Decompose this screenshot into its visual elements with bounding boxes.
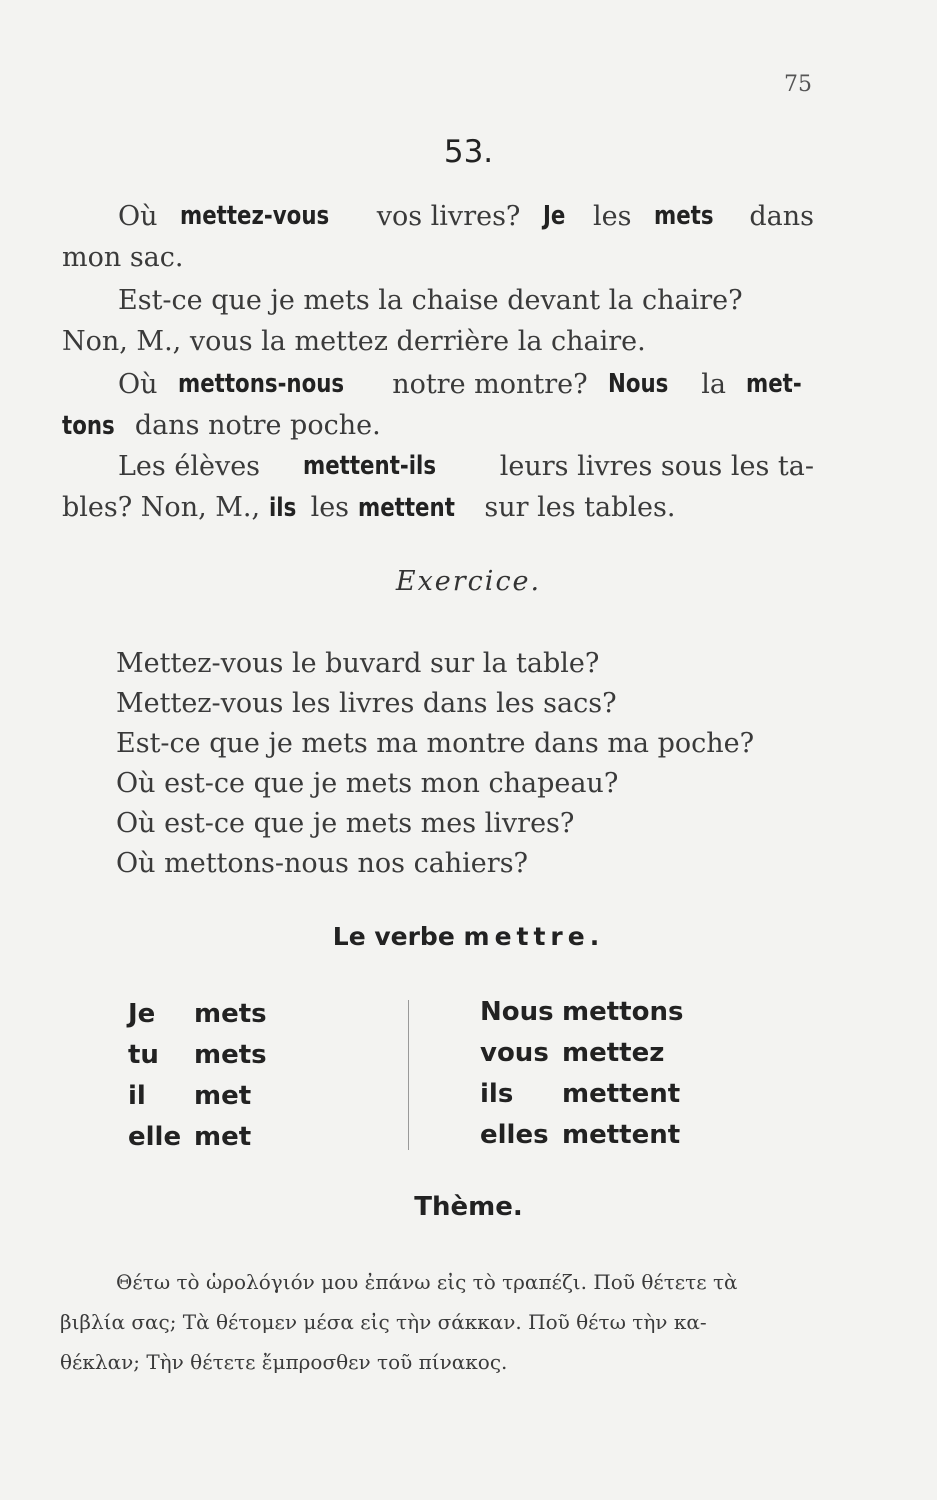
pronoun: tu: [128, 1040, 159, 1070]
verb-form: mets: [194, 1040, 267, 1070]
bold-verb: mettent: [357, 493, 455, 523]
paragraph-3: [62, 364, 814, 447]
page-number: 75: [784, 72, 812, 97]
verb-form: mettez: [562, 1038, 665, 1068]
conjugation-row: [480, 1074, 683, 1115]
theme-title: Thème.: [414, 1192, 523, 1222]
paragraph-3-line-1: [62, 364, 814, 405]
pronoun: elles: [480, 1120, 549, 1150]
verb-title-prefix: Le verbe: [332, 922, 455, 951]
text: bles? Non, M.,: [62, 492, 261, 523]
exercise-question: Où est-ce que je mets mon chapeau?: [116, 768, 619, 799]
verb-form: mettons: [562, 997, 684, 1027]
bold-verb: tons: [62, 411, 115, 441]
theme-line-3: θέκλαν; Τὴν θέτετε ἔμπροσθεν τοῦ πίνακος.: [60, 1350, 508, 1374]
paragraph-4-line-1: [62, 446, 814, 487]
verb-title: [0, 922, 937, 951]
paragraph-2-line-1: Est-ce que je mets la chaise devant la chaire?: [118, 285, 743, 316]
theme-line-2: [60, 1302, 820, 1342]
conjugation-plural: [480, 992, 683, 1156]
conjugation-row: [128, 994, 267, 1035]
text: dans notre poche.: [134, 410, 381, 441]
pronoun: il: [128, 1081, 146, 1111]
exercise-title: Exercice.: [395, 566, 542, 597]
paragraph-3-line-2: [62, 405, 814, 447]
paragraph-2-line-2: Non, M., vous la mettez derrière la chaire.: [62, 326, 646, 357]
pronoun: elle: [128, 1122, 182, 1152]
exercise-question: Mettez-vous les livres dans les sacs?: [116, 688, 617, 719]
text: les: [310, 492, 350, 523]
bold-pronoun: Je: [543, 201, 566, 231]
theme-text: [60, 1262, 820, 1382]
conjugation-row: [480, 992, 683, 1033]
conjugation-singular: [128, 994, 267, 1158]
verb-form: met: [194, 1081, 252, 1111]
pronoun: ils: [480, 1079, 514, 1109]
text: Les élèves: [118, 451, 261, 482]
paragraph-2: [62, 280, 814, 362]
verb-title-word: mettre.: [463, 922, 605, 951]
theme-line-1: [60, 1262, 820, 1302]
text: la: [701, 369, 727, 400]
text: vos livres?: [376, 201, 521, 232]
verb-form: mettent: [562, 1079, 681, 1109]
text: les: [592, 201, 632, 232]
exercise-question: Où mettons-nous nos cahiers?: [116, 848, 529, 879]
text: notre montre?: [392, 369, 588, 400]
text: dans: [749, 201, 814, 232]
text: Où: [118, 369, 158, 400]
paragraph-4-line-2: [62, 487, 814, 529]
conjugation-row: [480, 1115, 683, 1156]
pronoun: vous: [480, 1038, 549, 1068]
paragraph-1-line-1: [62, 196, 814, 237]
conjugation-row: [480, 1033, 683, 1074]
bold-verb: met-: [746, 369, 802, 399]
bold-verb: mets: [654, 201, 714, 231]
verb-form: met: [194, 1122, 252, 1152]
bold-verb: mettez-vous: [180, 201, 330, 231]
column-divider: [408, 1000, 409, 1150]
bold-verb: mettons-nous: [177, 369, 344, 399]
exercise-list: [116, 644, 754, 884]
exercise-question: Est-ce que je mets ma montre dans ma poche?: [116, 728, 755, 759]
exercise-question: Où est-ce que je mets mes livres?: [116, 808, 575, 839]
paragraph-4: [62, 446, 814, 529]
lesson-number: 53.: [443, 134, 494, 170]
paragraph-1: [62, 196, 814, 278]
paragraph-1-line-2: mon sac.: [62, 242, 184, 273]
text: leurs livres sous les ta-: [499, 451, 814, 482]
text: βιβλία σας; Τὰ θέτομεν μέσα εἰς τὴν σάκκαν. Ποῦ θέτω τὴν κα-: [60, 1310, 707, 1334]
text: Où: [118, 201, 158, 232]
bold-pronoun: ils: [268, 493, 296, 523]
conjugation-row: [128, 1035, 267, 1076]
pronoun: Je: [128, 999, 156, 1029]
conjugation-row: [128, 1076, 267, 1117]
text: Θέτω τὸ ὡρολόγιόν μου ἐπάνω εἰς τὸ τραπέζι. Ποῦ θέτετε τὰ: [116, 1270, 738, 1294]
exercise-question: Mettez-vous le buvard sur la table?: [116, 648, 600, 679]
conjugation-row: [128, 1117, 267, 1158]
text: sur les tables.: [484, 492, 676, 523]
bold-pronoun: Nous: [607, 369, 669, 399]
verb-form: mettent: [562, 1120, 681, 1150]
pronoun: Nous: [480, 997, 554, 1027]
bold-verb: mettent-ils: [302, 451, 436, 481]
verb-form: mets: [194, 999, 267, 1029]
